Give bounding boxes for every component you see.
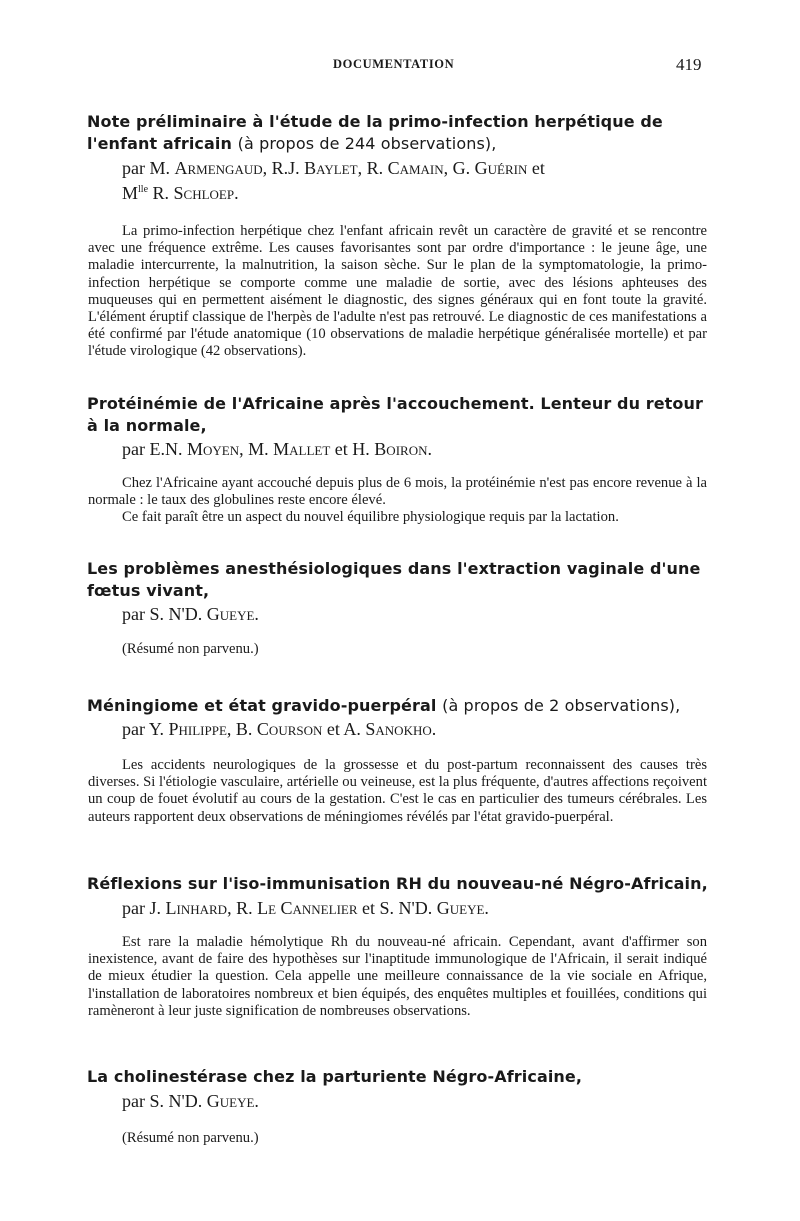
title-text: Protéinémie de l'Africaine après l'accouchement. Lenteur du retour à la normale, bbox=[87, 394, 703, 435]
article-6 bbox=[0, 1066, 800, 1147]
authors-line bbox=[0, 603, 800, 625]
author-separator: , M. bbox=[239, 439, 274, 459]
article-2 bbox=[0, 393, 800, 527]
author-name: Moyen bbox=[186, 439, 240, 459]
abstract-paragraph: Ce fait paraît être un aspect du nouvel équilibre physiologique requis par la lactation. bbox=[122, 509, 619, 526]
article-1 bbox=[0, 111, 800, 361]
authors-prefix: par S. N'D. bbox=[122, 1091, 203, 1111]
summary-not-received: (Résumé non parvenu.) bbox=[122, 1130, 259, 1146]
author-separator: , R. bbox=[227, 898, 258, 918]
title-note: (à propos de 244 observations), bbox=[237, 134, 497, 153]
article-title bbox=[0, 558, 800, 602]
article-title bbox=[0, 1066, 800, 1088]
title-text: Les problèmes anesthésiologiques dans l'extraction vaginale d'une fœtus vivant, bbox=[87, 559, 701, 600]
authors-line bbox=[0, 438, 800, 460]
title-text: Note préliminaire à l'étude de la primo-infection herpétique de l'enfant africain bbox=[87, 112, 663, 153]
authors-line bbox=[0, 1090, 800, 1112]
abstract-paragraph: Les accidents neurologiques de la grossesse et du post-partum reconnaissent des causes très diverses. Si l'étiologie vasculaire, artérielle ou veineuse, est la plus fréquente, d'autres affections reçoivent un coup de fouet évolutif au cours de la gestation. C'est le cas en particulier des tumeurs cérébrales. Les auteurs rapportent deux observations de méningiomes révélés par l'état gravido-puerpéral. bbox=[88, 757, 707, 825]
author-separator: et A. bbox=[322, 719, 366, 739]
title-text: Réflexions sur l'iso-immunisation RH du nouveau-né Négro-Africain, bbox=[87, 874, 708, 893]
author-initial: R. bbox=[148, 183, 174, 203]
author-name: Le Cannelier bbox=[257, 898, 358, 918]
author-separator: , R. bbox=[357, 158, 388, 178]
author-name: Philippe bbox=[168, 719, 227, 739]
article-title bbox=[0, 111, 800, 155]
author-name: Mallet bbox=[273, 439, 331, 459]
article-title bbox=[0, 873, 800, 895]
author-name: Courson bbox=[256, 719, 323, 739]
author-name: Baylet bbox=[304, 158, 358, 178]
authors-prefix: par E.N. bbox=[122, 439, 183, 459]
running-title: DOCUMENTATION bbox=[333, 57, 455, 71]
author-name: Sanokho. bbox=[365, 719, 437, 739]
authors-line bbox=[0, 157, 800, 179]
author-name: Gueye. bbox=[206, 1091, 259, 1111]
title-note: (à propos de 2 observations), bbox=[442, 696, 681, 715]
authors-prefix: par S. N'D. bbox=[122, 604, 203, 624]
article-4 bbox=[0, 695, 800, 826]
author-separator: et S. N'D. bbox=[357, 898, 437, 918]
page-number: 419 bbox=[676, 55, 702, 74]
author-name: Camain bbox=[387, 158, 444, 178]
article-title bbox=[0, 393, 800, 437]
author-name: Gueye. bbox=[436, 898, 489, 918]
abstract bbox=[0, 475, 800, 527]
abstract-paragraph: La primo-infection herpétique chez l'enfant africain revêt un caractère de gravité et se rencontre avec une fréquence extrême. Les causes favorisantes sont par ordre d'importance : le jeune âge, une maladie intercurrente, la malnutrition, la saison sèche. Sur le plan de la symptomatologie, la primo-infection herpétique se comporte comme une maladie de sortie, avec des lésions aphteuses des muqueuses qui en permettent aisément le diagnostic, des signes généraux qui en font toute la gravité. L'élément éruptif classique de l'herpès de l'adulte n'est pas retrouvé. Le diagnostic de ces manifestations a été confirmé par l'étude anatomique (10 observations de maladie herpétique généralisée mortelle) et par l'étude virologique (42 observations). bbox=[88, 223, 707, 360]
author-name: Boiron. bbox=[374, 439, 432, 459]
summary-not-received: (Résumé non parvenu.) bbox=[122, 641, 259, 657]
authors-line-2 bbox=[0, 179, 800, 204]
abstract-paragraph: Est rare la maladie hémolytique Rh du nouveau-né africain. Cependant, avant d'affirmer son inexistence, avant de faire des hypothèses sur l'inaptitude immunologique de l'Africain, il serait indiqué de mieux étudier la question. Cela appelle une meilleure connaissance de la vie sociale en Afrique, l'installation de laboratoires nombreux et bien équipés, des enquêtes multiples et fouillées, conditions qui ramèneront à leur juste signification de nombreuses observations. bbox=[88, 934, 707, 1019]
article-title bbox=[0, 695, 800, 717]
authors-prefix: par M. bbox=[122, 158, 170, 178]
abstract bbox=[0, 934, 800, 1020]
author-name: Schloep. bbox=[173, 183, 239, 203]
authors-prefix: par Y. bbox=[122, 719, 164, 739]
author-name: Guérin bbox=[474, 158, 528, 178]
article-5 bbox=[0, 873, 800, 1020]
author-name: Armengaud bbox=[174, 158, 263, 178]
abstract bbox=[0, 223, 800, 361]
author-separator: , B. bbox=[226, 719, 257, 739]
title-text: Méningiome et état gravido-puerpéral bbox=[87, 696, 437, 715]
author-separator: et H. bbox=[330, 439, 375, 459]
author-separator: et bbox=[527, 158, 545, 178]
article-3 bbox=[0, 558, 800, 658]
abstract-paragraph: Chez l'Africaine ayant accouché depuis plus de 6 mois, la protéinémie n'est pas encore revenue à la normale : le taux des globulines reste encore élevé. bbox=[88, 475, 707, 509]
author-title-sup: lle bbox=[138, 184, 149, 195]
author-name: Linhard bbox=[165, 898, 228, 918]
title-text: La cholinestérase chez la parturiente Négro-Africaine, bbox=[87, 1067, 583, 1086]
author-separator: , R.J. bbox=[262, 158, 305, 178]
authors-line bbox=[0, 897, 800, 919]
authors-prefix: par J. bbox=[122, 898, 161, 918]
author-title: M bbox=[122, 183, 139, 203]
author-name: Gueye. bbox=[206, 604, 259, 624]
authors-line bbox=[0, 718, 800, 740]
running-head bbox=[0, 57, 800, 77]
author-separator: , G. bbox=[443, 158, 475, 178]
abstract bbox=[0, 757, 800, 826]
